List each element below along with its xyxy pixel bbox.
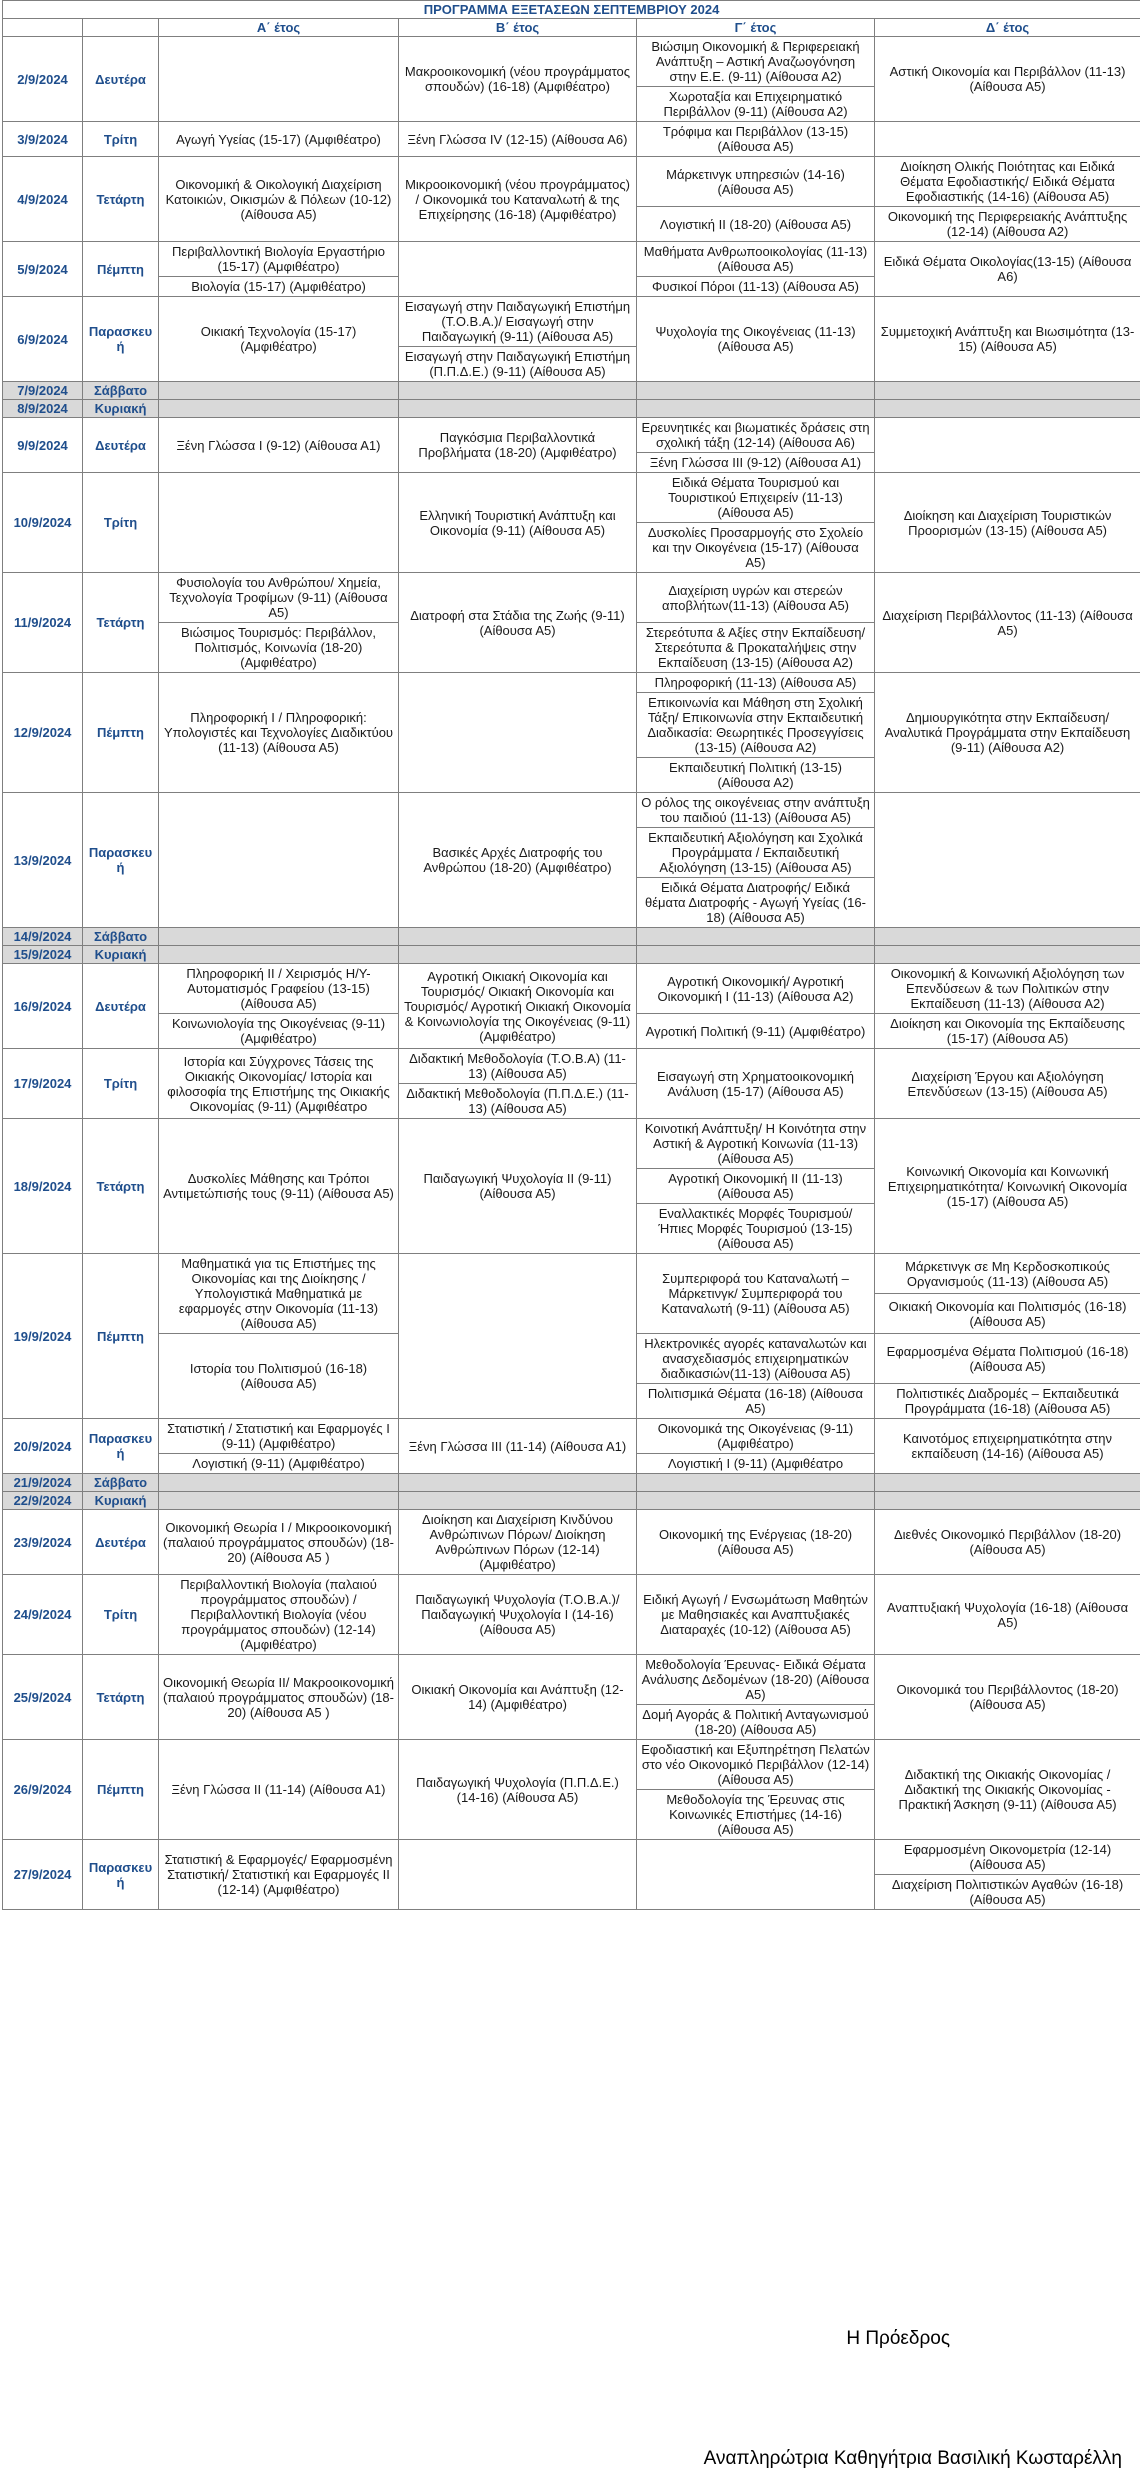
exam-course-cell: Συμμετοχική Ανάπτυξη και Βιωσιμότητα (13-15) (Αίθουσα Α5)	[875, 297, 1140, 382]
exam-course-cell: Παγκόσμια Περιβαλλοντικά Προβλήματα (18-20) (Αμφιθέατρο)	[399, 418, 637, 473]
exam-date: 10/9/2024	[3, 473, 83, 573]
schedule-row	[3, 1740, 1140, 1790]
exam-day: Πέμπτη	[83, 673, 159, 793]
header-year-b: Β΄ έτος	[399, 19, 637, 37]
exam-course-cell: Οικιακή Οικονομία και Πολιτισμός (16-18) (Αίθουσα Α5)	[875, 1294, 1140, 1334]
exam-course-cell: Ο ρόλος της οικογένειας στην ανάπτυξη του παιδιού (11-13) (Αίθουσα Α5)	[637, 793, 875, 828]
header-year-d: Δ΄ έτος	[875, 19, 1140, 37]
exam-course-cell: Διοίκηση και Διαχείριση Τουριστικών Προορισμών (13-15) (Αίθουσα Α5)	[875, 473, 1140, 573]
weekend-row	[3, 946, 1140, 964]
exam-date: 27/9/2024	[3, 1840, 83, 1910]
exam-course-cell: Δυσκολίες Μάθησης και Τρόποι Αντιμετώπισής τους (9-11) (Αίθουσα Α5)	[159, 1119, 399, 1254]
exam-course-cell: Δημιουργικότητα στην Εκπαίδευση/ Αναλυτικά Προγράμματα στην Εκπαίδευση (9-11) (Αίθουσα Α2)	[875, 673, 1140, 793]
header-day	[83, 19, 159, 37]
exam-course-cell	[159, 473, 399, 573]
exam-course-cell: Οικονομική & Κοινωνική Αξιολόγηση των Επενδύσεων & των Πολιτικών στην Εκπαίδευση (11-13) (Αίθουσα Α2)	[875, 964, 1140, 1014]
exam-course-cell: Βιολογία (15-17) (Αμφιθέατρο)	[159, 277, 399, 297]
exam-course-cell: Αγροτική Πολιτική (9-11) (Αμφιθέατρο)	[637, 1014, 875, 1049]
header-year-a: Α΄ έτος	[159, 19, 399, 37]
exam-course-cell: Φυσικοί Πόροι (11-13) (Αίθουσα Α5)	[637, 277, 875, 297]
empty-cell	[399, 1492, 637, 1510]
schedule-row	[3, 1840, 1140, 1875]
empty-cell	[399, 1474, 637, 1492]
empty-cell	[637, 928, 875, 946]
empty-cell	[875, 400, 1140, 418]
exam-date: 14/9/2024	[3, 928, 83, 946]
exam-course-cell: Διεθνές Οικονομικό Περιβάλλον (18-20) (Αίθουσα Α5)	[875, 1510, 1140, 1575]
exam-course-cell	[875, 793, 1140, 928]
exam-day: Τρίτη	[83, 473, 159, 573]
empty-cell	[637, 400, 875, 418]
exam-course-cell: Πολιτιστικές Διαδρομές – Εκπαιδευτικά Προγράμματα (16-18) (Αίθουσα Α5)	[875, 1384, 1140, 1419]
schedule-row	[3, 1254, 1140, 1294]
empty-cell	[159, 382, 399, 400]
empty-cell	[637, 946, 875, 964]
header-year-c: Γ΄ έτος	[637, 19, 875, 37]
exam-course-cell: Εφοδιαστική και Εξυπηρέτηση Πελατών στο νέο Οικονομικό Περιβάλλον (12-14) (Αίθουσα Α5)	[637, 1740, 875, 1790]
empty-cell	[875, 928, 1140, 946]
exam-date: 9/9/2024	[3, 418, 83, 473]
exam-date: 19/9/2024	[3, 1254, 83, 1419]
schedule-row	[3, 473, 1140, 523]
exam-course-cell: Αγροτική Οικονομική/ Αγροτική Οικονομική Ι (11-13) (Αίθουσα Α2)	[637, 964, 875, 1014]
empty-cell	[875, 1492, 1140, 1510]
exam-date: 17/9/2024	[3, 1049, 83, 1119]
header-date	[3, 19, 83, 37]
schedule-row	[3, 37, 1140, 87]
exam-course-cell: Πληροφορική (11-13) (Αίθουσα Α5)	[637, 673, 875, 693]
exam-course-cell: Διδακτική της Οικιακής Οικονομίας / Διδακτική της Οικιακής Οικονομίας - Πρακτική Άσκηση (9-11) (Αίθουσα Α5)	[875, 1740, 1140, 1840]
empty-cell	[159, 946, 399, 964]
empty-cell	[637, 382, 875, 400]
exam-course-cell: Αγροτική Οικονομική ΙΙ (11-13) (Αίθουσα Α5)	[637, 1169, 875, 1204]
weekend-row	[3, 382, 1140, 400]
exam-course-cell: Ξένη Γλώσσα Ι (9-12) (Αίθουσα Α1)	[159, 418, 399, 473]
exam-date: 22/9/2024	[3, 1492, 83, 1510]
exam-day: Κυριακή	[83, 946, 159, 964]
exam-date: 13/9/2024	[3, 793, 83, 928]
exam-course-cell: Αγωγή Υγείας (15-17) (Αμφιθέατρο)	[159, 122, 399, 157]
empty-cell	[875, 946, 1140, 964]
schedule-row	[3, 673, 1140, 693]
exam-course-cell: Βιώσιμος Τουρισμός: Περιβάλλον, Πολιτισμός, Κοινωνία (18-20) (Αμφιθέατρο)	[159, 623, 399, 673]
exam-course-cell: Τρόφιμα και Περιβάλλον (13-15) (Αίθουσα Α5)	[637, 122, 875, 157]
exam-course-cell: Στερεότυπα & Αξίες στην Εκπαίδευση/ Στερεότυπα & Προκαταλήψεις στην Εκπαίδευση (13-15) (Αίθουσα Α2)	[637, 623, 875, 673]
exam-course-cell: Πληροφορική ΙΙ / Χειρισμός Η/Υ-Αυτοματισμός Γραφείου (13-15) (Αίθουσα Α5)	[159, 964, 399, 1014]
exam-course-cell: Διδακτική Μεθοδολογία (Τ.Ο.Β.Α) (11-13) (Αίθουσα Α5)	[399, 1049, 637, 1084]
exam-date: 21/9/2024	[3, 1474, 83, 1492]
exam-course-cell: Οικονομικά της Οικογένειας (9-11) (Αμφιθέατρο)	[637, 1419, 875, 1454]
exam-date: 20/9/2024	[3, 1419, 83, 1474]
exam-date: 25/9/2024	[3, 1655, 83, 1740]
exam-day: Τρίτη	[83, 1575, 159, 1655]
exam-course-cell: Ελληνική Τουριστική Ανάπτυξη και Οικονομία (9-11) (Αίθουσα Α5)	[399, 473, 637, 573]
empty-cell	[399, 400, 637, 418]
schedule-row	[3, 964, 1140, 1014]
exam-course-cell: Βασικές Αρχές Διατροφής του Ανθρώπου (18-20) (Αμφιθέατρο)	[399, 793, 637, 928]
exam-day: Παρασκευή	[83, 1419, 159, 1474]
empty-cell	[399, 946, 637, 964]
exam-day: Δευτέρα	[83, 1510, 159, 1575]
exam-day: Σάββατο	[83, 1474, 159, 1492]
exam-course-cell: Μεθοδολογία Έρευνας- Ειδικά Θέματα Ανάλυσης Δεδομένων (18-20) (Αίθουσα Α5)	[637, 1655, 875, 1705]
exam-course-cell: Αστική Οικονομία και Περιβάλλον (11-13) (Αίθουσα Α5)	[875, 37, 1140, 122]
exam-day: Κυριακή	[83, 1492, 159, 1510]
schedule-row	[3, 242, 1140, 277]
empty-cell	[637, 1492, 875, 1510]
schedule-title: ΠΡΟΓΡΑΜΜΑ ΕΞΕΤΑΣΕΩΝ ΣΕΠΤΕΜΒΡΙΟΥ 2024	[3, 1, 1140, 19]
exam-day: Τρίτη	[83, 122, 159, 157]
exam-course-cell: Κοινωνική Οικονομία και Κοινωνική Επιχειρηματικότητα/ Κοινωνική Οικονομία (15-17) (Αίθουσα Α5)	[875, 1119, 1140, 1254]
exam-date: 12/9/2024	[3, 673, 83, 793]
year-header-row	[3, 19, 1140, 37]
exam-course-cell: Ειδική Αγωγή / Ενσωμάτωση Μαθητών με Μαθησιακές και Αναπτυξιακές Διαταραχές (10-12) (Αίθουσα Α5)	[637, 1575, 875, 1655]
signature-role: Η Πρόεδρος	[846, 2328, 950, 2349]
exam-course-cell: Διδακτική Μεθοδολογία (Π.Π.Δ.Ε.) (11-13) (Αίθουσα Α5)	[399, 1084, 637, 1119]
exam-course-cell: Οικονομικά του Περιβάλλοντος (18-20) (Αίθουσα Α5)	[875, 1655, 1140, 1740]
exam-course-cell: Ειδικά Θέματα Διατροφής/ Ειδικά θέματα Διατροφής - Αγωγή Υγείας (16-18) (Αίθουσα Α5)	[637, 878, 875, 928]
exam-course-cell: Εφαρμοσμένα Θέματα Πολιτισμού (16-18) (Αίθουσα Α5)	[875, 1334, 1140, 1384]
exam-course-cell: Ιστορία και Σύγχρονες Τάσεις της Οικιακής Οικονομίας/ Ιστορία και φιλοσοφία της Επιστήμης της Οικιακής Οικονομίας (9-11) (Αμφιθέατρο	[159, 1049, 399, 1119]
exam-day: Παρασκευή	[83, 297, 159, 382]
exam-day: Τετάρτη	[83, 1119, 159, 1254]
schedule-row	[3, 1119, 1140, 1169]
exam-day: Σάββατο	[83, 382, 159, 400]
exam-course-cell	[399, 242, 637, 297]
exam-date: 6/9/2024	[3, 297, 83, 382]
exam-course-cell: Διαχείριση Πολιτιστικών Αγαθών (16-18) (Αίθουσα Α5)	[875, 1875, 1140, 1910]
exam-day: Πέμπτη	[83, 1740, 159, 1840]
exam-course-cell: Επικοινωνία και Μάθηση στη Σχολική Τάξη/ Επικοινωνία στην Εκπαιδευτική Διαδικασία: Θεωρητικές Προσεγγίσεις (13-15) (Αίθουσα Α2)	[637, 693, 875, 758]
exam-date: 16/9/2024	[3, 964, 83, 1049]
exam-course-cell: Ειδικά Θέματα Τουρισμού και Τουριστικού Επιχειρείν (11-13) (Αίθουσα Α5)	[637, 473, 875, 523]
exam-day: Δευτέρα	[83, 37, 159, 122]
title-row	[3, 1, 1140, 19]
exam-date: 24/9/2024	[3, 1575, 83, 1655]
exam-course-cell: Παιδαγωγική Ψυχολογία (Π.Π.Δ.Ε.) (14-16) (Αίθουσα Α5)	[399, 1740, 637, 1840]
empty-cell	[159, 1492, 399, 1510]
exam-date: 23/9/2024	[3, 1510, 83, 1575]
exam-course-cell: Περιβαλλοντική Βιολογία (παλαιού προγράμματος σπουδών) /Περιβαλλοντική Βιολογία (νέου προγράμματος σπουδών) (12-14) (Αμφιθέατρο)	[159, 1575, 399, 1655]
exam-course-cell: Διαχείριση υγρών και στερεών αποβλήτων(11-13) (Αίθουσα Α5)	[637, 573, 875, 623]
exam-course-cell: Εισαγωγή στη Χρηματοοικονομική Ανάλυση (15-17) (Αίθουσα Α5)	[637, 1049, 875, 1119]
exam-course-cell: Λογιστική (9-11) (Αμφιθέατρο)	[159, 1454, 399, 1474]
exam-course-cell: Παιδαγωγική Ψυχολογία ΙΙ (9-11) (Αίθουσα Α5)	[399, 1119, 637, 1254]
exam-course-cell: Διατροφή στα Στάδια της Ζωής (9-11) (Αίθουσα Α5)	[399, 573, 637, 673]
exam-course-cell: Διοίκηση Ολικής Ποιότητας και Ειδικά Θέματα Εφοδιαστικής/ Ειδικά Θέματα Εφοδιαστικής (14-16) (Αίθουσα Α5)	[875, 157, 1140, 207]
exam-course-cell: Οικονομική Θεωρία ΙΙ/ Μακροοικονομική (παλαιού προγράμματος σπουδών) (18-20) (Αίθουσα Α5 )	[159, 1655, 399, 1740]
exam-course-cell: Ηλεκτρονικές αγορές καταναλωτών και ανασχεδιασμός επιχειρηματικών διαδικασιών(11-13) (Αίθουσα Α5)	[637, 1334, 875, 1384]
exam-day: Σάββατο	[83, 928, 159, 946]
empty-cell	[875, 1474, 1140, 1492]
exam-course-cell: Πληροφορική Ι / Πληροφορική: Υπολογιστές και Τεχνολογίες Διαδικτύου (11-13) (Αίθουσα Α5)	[159, 673, 399, 793]
exam-course-cell: Κοινωνιολογία της Οικογένειας (9-11) (Αμφιθέατρο)	[159, 1014, 399, 1049]
exam-course-cell: Δομή Αγοράς & Πολιτική Ανταγωνισμού (18-20) (Αίθουσα Α5)	[637, 1705, 875, 1740]
exam-day: Κυριακή	[83, 400, 159, 418]
exam-course-cell: Οικιακή Τεχνολογία (15-17) (Αμφιθέατρο)	[159, 297, 399, 382]
exam-course-cell: Οικονομική της Ενέργειας (18-20) (Αίθουσα Α5)	[637, 1510, 875, 1575]
schedule-row	[3, 573, 1140, 623]
exam-date: 18/9/2024	[3, 1119, 83, 1254]
exam-date: 3/9/2024	[3, 122, 83, 157]
schedule-row	[3, 793, 1140, 828]
exam-day: Πέμπτη	[83, 242, 159, 297]
schedule-row	[3, 157, 1140, 207]
exam-course-cell	[637, 1840, 875, 1910]
exam-course-cell: Εισαγωγή στην Παιδαγωγική Επιστήμη (Π.Π.Δ.Ε.) (9-11) (Αίθουσα Α5)	[399, 347, 637, 382]
exam-date: 26/9/2024	[3, 1740, 83, 1840]
exam-course-cell: Ειδικά Θέματα Οικολογίας(13-15) (Αίθουσα Α6)	[875, 242, 1140, 297]
exam-date: 7/9/2024	[3, 382, 83, 400]
exam-date: 5/9/2024	[3, 242, 83, 297]
exam-course-cell: Μάρκετινγκ σε Μη Κερδοσκοπικούς Οργανισμούς (11-13) (Αίθουσα Α5)	[875, 1254, 1140, 1294]
schedule-row	[3, 418, 1140, 453]
exam-day: Τετάρτη	[83, 1655, 159, 1740]
exam-course-cell: Δυσκολίες Προσαρμογής στο Σχολείο και την Οικογένεια (15-17) (Αίθουσα Α5)	[637, 523, 875, 573]
empty-cell	[159, 400, 399, 418]
exam-course-cell	[159, 37, 399, 122]
exam-course-cell: Αγροτική Οικιακή Οικονομία και Τουρισμός/ Οικιακή Οικονομία και Τουρισμός/ Αγροτική Οικιακή Οικονομία & Κοινωνιολογία της Οικογένειας (9-11) (Αμφιθέατρο)	[399, 964, 637, 1049]
exam-course-cell: Εκπαιδευτική Αξιολόγηση και Σχολικά Προγράμματα / Εκπαιδευτική Αξιολόγηση (13-15) (Αίθουσα Α5)	[637, 828, 875, 878]
exam-course-cell: Οικιακή Οικονομία και Ανάπτυξη (12-14) (Αμφιθέατρο)	[399, 1655, 637, 1740]
exam-course-cell: Διοίκηση και Οικονομία της Εκπαίδευσης (15-17) (Αίθουσα Α5)	[875, 1014, 1140, 1049]
exam-course-cell	[875, 418, 1140, 473]
exam-date: 8/9/2024	[3, 400, 83, 418]
exam-course-cell	[399, 673, 637, 793]
exam-course-cell: Οικονομική Θεωρία Ι / Μικροοικονομική (παλαιού προγράμματος σπουδών) (18-20) (Αίθουσα Α5 )	[159, 1510, 399, 1575]
exam-course-cell: Εναλλακτικές Μορφές Τουρισμού/ Ήπιες Μορφές Τουρισμού (13-15) (Αίθουσα Α5)	[637, 1204, 875, 1254]
exam-course-cell: Καινοτόμος επιχειρηματικότητα στην εκπαίδευση (14-16) (Αίθουσα Α5)	[875, 1419, 1140, 1474]
schedule-row	[3, 1575, 1140, 1655]
exam-course-cell: Στατιστική & Εφαρμογές/ Εφαρμοσμένη Στατιστική/ Στατιστική και Εφαρμογές ΙΙ (12-14) (Αμφιθέατρο)	[159, 1840, 399, 1910]
exam-course-cell: Διαχείριση Έργου και Αξιολόγηση Επενδύσεων (13-15) (Αίθουσα Α5)	[875, 1049, 1140, 1119]
exam-course-cell: Ψυχολογία της Οικογένειας (11-13) (Αίθουσα Α5)	[637, 297, 875, 382]
exam-course-cell: Μαθηματικά για τις Επιστήμες της Οικονομίας και της Διοίκησης / Υπολογιστικά Μαθηματικά με εφαρμογές στην Οικονομία (11-13) (Αίθουσα Α5)	[159, 1254, 399, 1334]
exam-course-cell: Μεθοδολογία της Έρευνας στις Κοινωνικές Επιστήμες (14-16) (Αίθουσα Α5)	[637, 1790, 875, 1840]
weekend-row	[3, 928, 1140, 946]
exam-day: Τρίτη	[83, 1049, 159, 1119]
schedule-row	[3, 1655, 1140, 1705]
empty-cell	[159, 1474, 399, 1492]
exam-date: 11/9/2024	[3, 573, 83, 673]
exam-course-cell: Ιστορία του Πολιτισμού (16-18) (Αίθουσα Α5)	[159, 1334, 399, 1419]
empty-cell	[637, 1474, 875, 1492]
schedule-row	[3, 1510, 1140, 1575]
exam-day: Τετάρτη	[83, 573, 159, 673]
exam-course-cell	[399, 1254, 637, 1419]
exam-course-cell: Χωροταξία και Επιχειρηματικό Περιβάλλον (9-11) (Αίθουσα Α2)	[637, 87, 875, 122]
exam-course-cell: Φυσιολογία του Ανθρώπου/ Χημεία, Τεχνολογία Τροφίμων (9-11) (Αίθουσα Α5)	[159, 573, 399, 623]
exam-course-cell	[159, 793, 399, 928]
exam-day: Δευτέρα	[83, 418, 159, 473]
exam-course-cell: Βιώσιμη Οικονομική & Περιφερειακή Ανάπτυξη – Αστική Αναζωογόνηση στην Ε.Ε. (9-11) (Αίθουσα Α2)	[637, 37, 875, 87]
exam-date: 4/9/2024	[3, 157, 83, 242]
exam-course-cell: Μαθήματα Ανθρωποοικολογίας (11-13) (Αίθουσα Α5)	[637, 242, 875, 277]
empty-cell	[159, 928, 399, 946]
exam-course-cell: Στατιστική / Στατιστική και Εφαρμογές Ι (9-11) (Αμφιθέατρο)	[159, 1419, 399, 1454]
exam-course-cell: Εκπαιδευτική Πολιτική (13-15) (Αίθουσα Α2)	[637, 758, 875, 793]
exam-course-cell: Οικονομική & Οικολογική Διαχείριση Κατοικιών, Οικισμών & Πόλεων (10-12) (Αίθουσα Α5)	[159, 157, 399, 242]
signature-name: Αναπληρώτρια Καθηγήτρια Βασιλική Κωσταρέλλη	[703, 2448, 1122, 2469]
exam-schedule-table	[2, 0, 1140, 1910]
exam-course-cell: Μακροοικονομική (νέου προγράμματος σπουδών) (16-18) (Αμφιθέατρο)	[399, 37, 637, 122]
exam-course-cell: Εφαρμοσμένη Οικονομετρία (12-14) (Αίθουσα Α5)	[875, 1840, 1140, 1875]
exam-course-cell: Εισαγωγή στην Παιδαγωγική Επιστήμη (Τ.Ο.Β.Α.)/ Εισαγωγή στην Παιδαγωγική (9-11) (Αίθουσα Α5)	[399, 297, 637, 347]
exam-course-cell: Ερευνητικές και βιωματικές δράσεις στη σχολική τάξη (12-14) (Αίθουσα Α6)	[637, 418, 875, 453]
schedule-row	[3, 1049, 1140, 1084]
exam-course-cell: Ξένη Γλώσσα ΙΙ (11-14) (Αίθουσα Α1)	[159, 1740, 399, 1840]
empty-cell	[875, 382, 1140, 400]
exam-day: Παρασκευή	[83, 1840, 159, 1910]
weekend-row	[3, 1492, 1140, 1510]
exam-course-cell: Κοινοτική Ανάπτυξη/ Η Κοινότητα στην Αστική & Αγροτική Κοινωνία (11-13) (Αίθουσα Α5)	[637, 1119, 875, 1169]
exam-course-cell: Ξένη Γλώσσα IV (12-15) (Αίθουσα Α6)	[399, 122, 637, 157]
exam-course-cell: Οικονομική της Περιφερειακής Ανάπτυξης (12-14) (Αίθουσα Α2)	[875, 207, 1140, 242]
exam-day: Παρασκευή	[83, 793, 159, 928]
exam-course-cell: Παιδαγωγική Ψυχολογία (Τ.Ο.Β.Α.)/ Παιδαγωγική Ψυχολογία Ι (14-16) (Αίθουσα Α5)	[399, 1575, 637, 1655]
exam-course-cell: Αναπτυξιακή Ψυχολογία (16-18) (Αίθουσα Α5)	[875, 1575, 1140, 1655]
exam-course-cell: Περιβαλλοντική Βιολογία Εργαστήριο (15-17) (Αμφιθέατρο)	[159, 242, 399, 277]
schedule-row	[3, 122, 1140, 157]
exam-course-cell: Συμπεριφορά του Καταναλωτή – Μάρκετινγκ/ Συμπεριφορά του Καταναλωτή (9-11) (Αίθουσα Α5)	[637, 1254, 875, 1334]
weekend-row	[3, 1474, 1140, 1492]
schedule-row	[3, 1419, 1140, 1454]
schedule-body	[3, 1, 1140, 1910]
exam-day: Δευτέρα	[83, 964, 159, 1049]
exam-course-cell: Μάρκετινγκ υπηρεσιών (14-16) (Αίθουσα Α5)	[637, 157, 875, 207]
exam-date: 2/9/2024	[3, 37, 83, 122]
schedule-row	[3, 297, 1140, 347]
exam-course-cell: Διαχείριση Περιβάλλοντος (11-13) (Αίθουσα Α5)	[875, 573, 1140, 673]
empty-cell	[399, 382, 637, 400]
exam-course-cell: Διοίκηση και Διαχείριση Κινδύνου Ανθρώπινων Πόρων/ Διοίκηση Ανθρώπινων Πόρων (12-14) (Αμφιθέατρο)	[399, 1510, 637, 1575]
exam-course-cell: Λογιστική Ι (9-11) (Αμφιθέατρο	[637, 1454, 875, 1474]
exam-course-cell	[399, 1840, 637, 1910]
exam-day: Πέμπτη	[83, 1254, 159, 1419]
exam-course-cell: Ξένη Γλώσσα ΙΙΙ (9-12) (Αίθουσα Α1)	[637, 453, 875, 473]
weekend-row	[3, 400, 1140, 418]
exam-course-cell: Μικροοικονομική (νέου προγράμματος) / Οικονομικά του Καταναλωτή & της Επιχείρησης (16-18) (Αμφιθέατρο)	[399, 157, 637, 242]
exam-course-cell: Πολιτισμικά Θέματα (16-18) (Αίθουσα Α5)	[637, 1384, 875, 1419]
exam-date: 15/9/2024	[3, 946, 83, 964]
exam-course-cell: Ξένη Γλώσσα ΙΙΙ (11-14) (Αίθουσα Α1)	[399, 1419, 637, 1474]
exam-day: Τετάρτη	[83, 157, 159, 242]
exam-course-cell	[875, 122, 1140, 157]
empty-cell	[399, 928, 637, 946]
exam-course-cell: Λογιστική ΙΙ (18-20) (Αίθουσα Α5)	[637, 207, 875, 242]
